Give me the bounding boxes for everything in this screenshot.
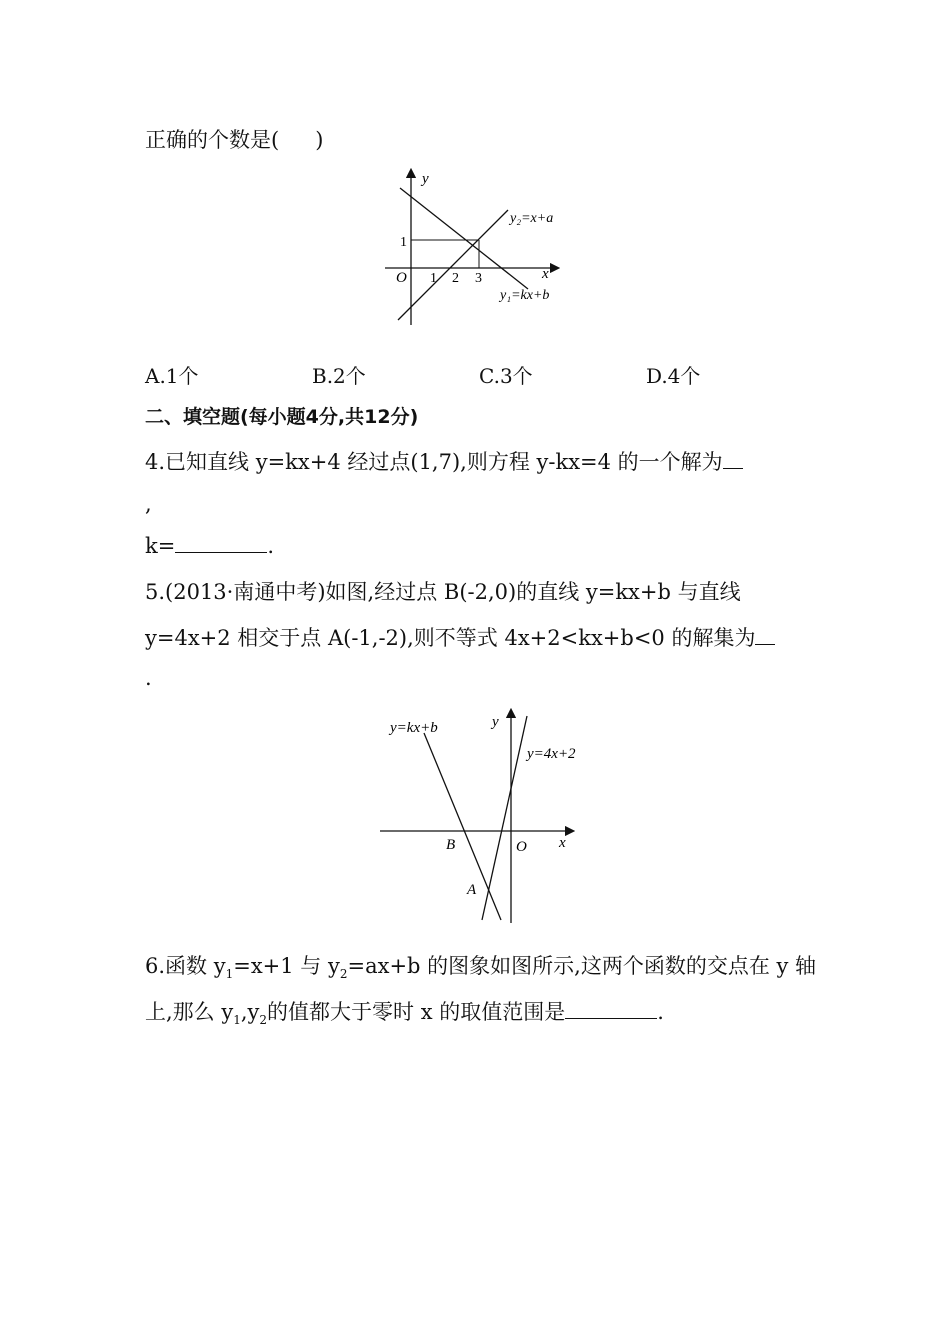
q6-text-d: 上,那么 y <box>145 1000 234 1024</box>
q3-stem-text: 正确的个数是( <box>145 128 280 152</box>
q6-end: . <box>657 1000 664 1024</box>
q5-line-4x2 <box>482 716 527 920</box>
q3-option-d: D.4个 <box>646 364 701 388</box>
q5-line3: . <box>145 666 152 690</box>
q6-text-e: ,y <box>240 1000 260 1024</box>
q4-line1-text: 4.已知直线 y=kx+4 经过点(1,7),则方程 y-kx=4 的一个解为 <box>145 450 723 474</box>
q4-answer-blank-2 <box>175 534 267 553</box>
q3-xtick-2: 2 <box>452 271 459 286</box>
q5-label-kxb: y=kx+b <box>390 720 438 736</box>
q6-sub-2: 2 <box>339 967 348 982</box>
q3-xtick-3: 3 <box>475 271 482 286</box>
q5-label-y: y <box>492 714 499 730</box>
q3-line-y2 <box>398 210 508 320</box>
q3-option-c: C.3个 <box>479 364 533 388</box>
q6-text-a: 6.函数 y <box>145 954 226 978</box>
q3-option-a: A.1个 <box>145 364 199 388</box>
q3-y1-label: y₁=kx+b <box>500 288 550 303</box>
q6-answer-blank <box>565 1000 657 1019</box>
q6-sub-4: 2 <box>259 1013 268 1028</box>
q5-line2 <box>145 622 775 652</box>
q3-stem <box>145 124 323 154</box>
q5-answer-blank <box>755 626 775 645</box>
q3-y-label: y <box>422 171 429 187</box>
q5-graph <box>375 708 585 928</box>
q3-y2-label: y₂=x+a <box>510 211 554 226</box>
q3-graph <box>380 165 580 330</box>
q5-line2-text: y=4x+2 相交于点 A(-1,-2),则不等式 4x+2<kx+b<0 的解集为 <box>145 626 756 650</box>
q6-line1 <box>145 950 816 981</box>
q4-line2: , <box>145 492 152 516</box>
q3-x-label: x <box>542 266 549 282</box>
q6-line2 <box>145 996 664 1027</box>
q5-label-O: O <box>516 839 527 855</box>
q5-label-A: A <box>467 882 477 898</box>
q6-sub-1: 1 <box>225 967 234 982</box>
q6-sub-3: 1 <box>233 1013 241 1028</box>
q3-line-y1 <box>400 188 528 289</box>
q5-label-4x2: y=4x+2 <box>527 746 576 762</box>
q5-label-B: B <box>446 837 456 853</box>
q3-origin-label: O <box>396 270 407 286</box>
q3-stem-close: ) <box>315 128 324 152</box>
q3-xtick-1: 1 <box>430 271 437 286</box>
q4-line1 <box>145 446 743 476</box>
q4-line3 <box>145 534 274 558</box>
q6-text-f: 的值都大于零时 x 的取值范围是 <box>267 1000 566 1024</box>
q4-answer-blank-1 <box>723 450 743 469</box>
q4-k-suffix: . <box>267 534 275 558</box>
q3-ytick-1: 1 <box>400 235 407 250</box>
q4-k-prefix: k= <box>145 534 176 558</box>
q6-text-c: =ax+b 的图象如图所示,这两个函数的交点在 y 轴 <box>347 954 817 978</box>
section-title: 二、填空题(每小题4分,共12分) <box>145 406 419 428</box>
q5-line1: 5.(2013·南通中考)如图,经过点 B(-2,0)的直线 y=kx+b 与直线 <box>145 580 741 604</box>
q5-line-kxb <box>424 733 501 920</box>
q6-text-b: =x+1 与 y <box>233 954 340 978</box>
q5-label-x: x <box>559 835 566 851</box>
q3-option-b: B.2个 <box>312 364 366 388</box>
